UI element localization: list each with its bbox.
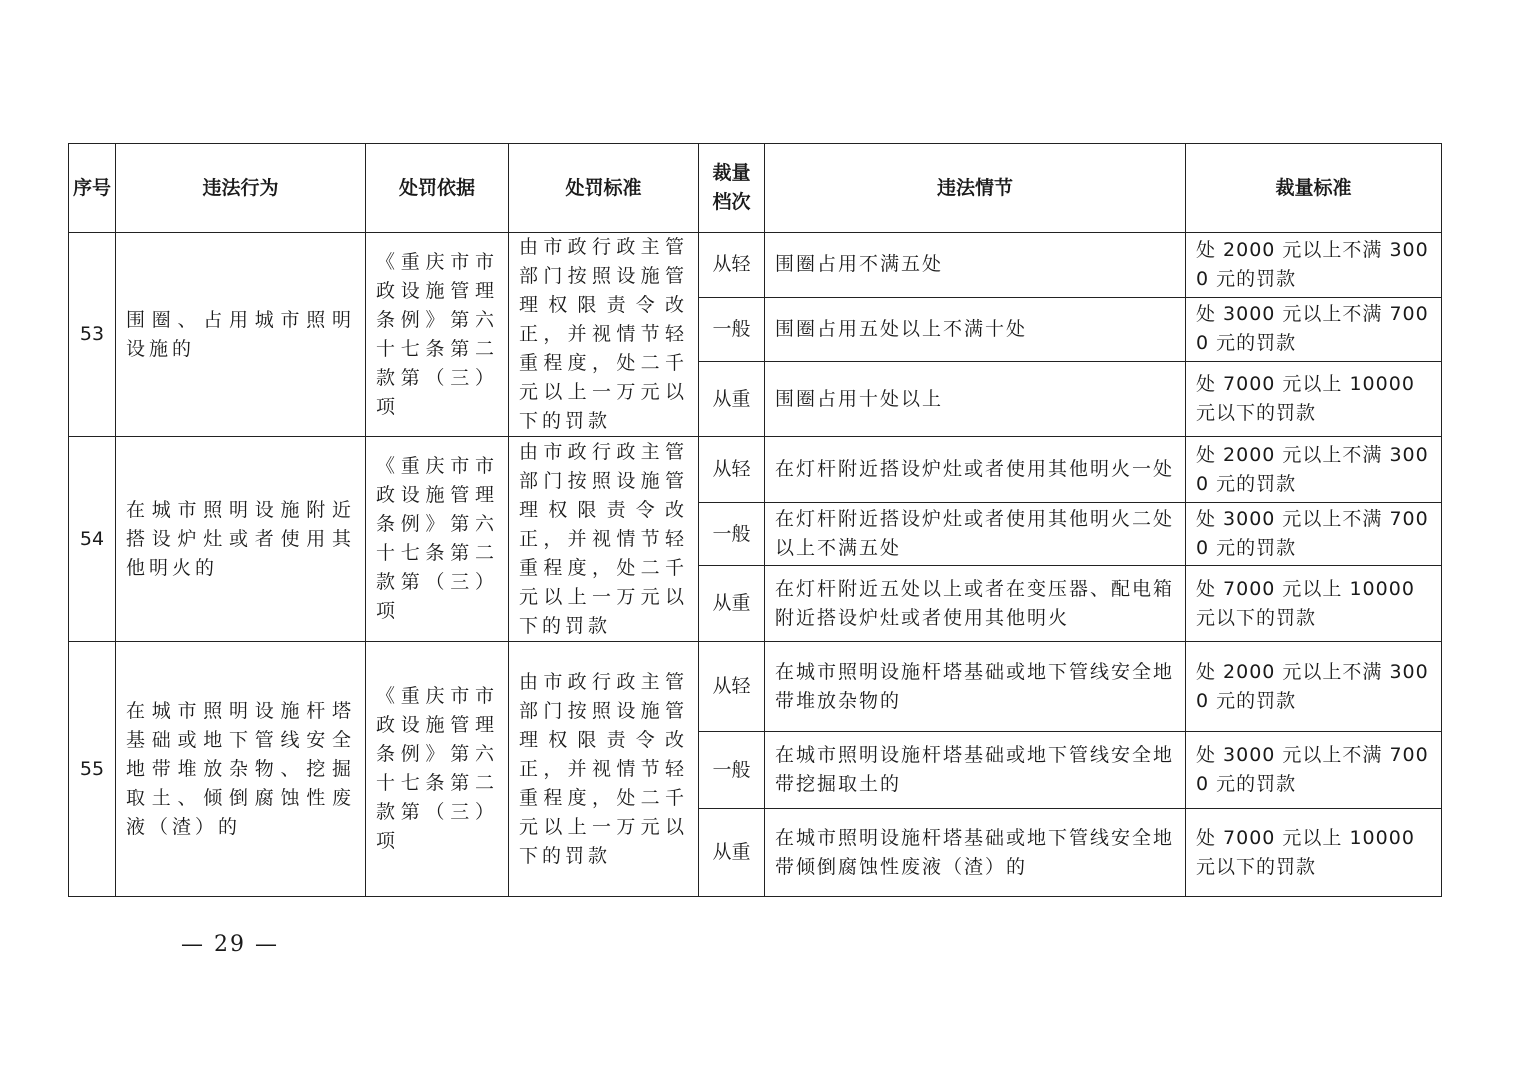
violation-behavior: 围圈、占用城市照明设施的: [116, 233, 366, 437]
row-number: 55: [69, 642, 116, 897]
discretion-standard: 处 2000 元以上不满 3000 元的罚款: [1186, 642, 1442, 732]
penalty-basis: 《重庆市市政设施管理条例》第六十七条第二款第（三）项: [366, 233, 509, 437]
violation-circumstance: 围圈占用五处以上不满十处: [765, 297, 1186, 362]
table-row: [69, 233, 1442, 298]
penalty-discretion-table: [68, 143, 1442, 897]
discretion-level: 一般: [699, 297, 765, 362]
discretion-standard: 处 3000 元以上不满 7000 元的罚款: [1186, 297, 1442, 362]
violation-circumstance: 在灯杆附近搭设炉灶或者使用其他明火二处以上不满五处: [765, 503, 1186, 566]
page-number: — 29 —: [181, 932, 279, 957]
violation-circumstance: 在灯杆附近搭设炉灶或者使用其他明火一处: [765, 437, 1186, 503]
violation-behavior: 在城市照明设施杆塔基础或地下管线安全地带堆放杂物、挖掘取土、倾倒腐蚀性废液（渣）的: [116, 642, 366, 897]
table-row: [69, 642, 1442, 732]
discretion-standard: 处 2000 元以上不满 3000 元的罚款: [1186, 233, 1442, 298]
discretion-standard: 处 2000 元以上不满 3000 元的罚款: [1186, 437, 1442, 503]
violation-circumstance: 在城市照明设施杆塔基础或地下管线安全地带倾倒腐蚀性废液（渣）的: [765, 809, 1186, 897]
discretion-level: 一般: [699, 503, 765, 566]
header-no: 序号: [69, 144, 116, 233]
discretion-level: 从重: [699, 566, 765, 642]
header-basis: 处罚依据: [366, 144, 509, 233]
discretion-level: 从重: [699, 362, 765, 437]
violation-circumstance: 在灯杆附近五处以上或者在变压器、配电箱附近搭设炉灶或者使用其他明火: [765, 566, 1186, 642]
table-row: [69, 437, 1442, 503]
penalty-basis: 《重庆市市政设施管理条例》第六十七条第二款第（三）项: [366, 437, 509, 642]
discretion-standard: 处 7000 元以上 10000 元以下的罚款: [1186, 362, 1442, 437]
header-standard: 处罚标准: [509, 144, 699, 233]
discretion-standard: 处 3000 元以上不满 7000 元的罚款: [1186, 503, 1442, 566]
discretion-level: 从轻: [699, 437, 765, 503]
discretion-level: 从轻: [699, 233, 765, 298]
violation-circumstance: 围圈占用十处以上: [765, 362, 1186, 437]
row-number: 53: [69, 233, 116, 437]
discretion-standard: 处 3000 元以上不满 7000 元的罚款: [1186, 732, 1442, 809]
penalty-standard: 由市政行政主管部门按照设施管理权限责令改正，并视情节轻重程度，处二千元以上一万元以下的罚款: [509, 437, 699, 642]
row-number: 54: [69, 437, 116, 642]
header-discretion: 裁量标准: [1186, 144, 1442, 233]
discretion-level: 从轻: [699, 642, 765, 732]
discretion-level: 一般: [699, 732, 765, 809]
penalty-basis: 《重庆市市政设施管理条例》第六十七条第二款第（三）项: [366, 642, 509, 897]
penalty-standard: 由市政行政主管部门按照设施管理权限责令改正，并视情节轻重程度，处二千元以上一万元以下的罚款: [509, 233, 699, 437]
violation-circumstance: 围圈占用不满五处: [765, 233, 1186, 298]
violation-circumstance: 在城市照明设施杆塔基础或地下管线安全地带堆放杂物的: [765, 642, 1186, 732]
header-level: 裁量档次: [699, 144, 765, 233]
discretion-standard: 处 7000 元以上 10000 元以下的罚款: [1186, 566, 1442, 642]
header-circumstance: 违法情节: [765, 144, 1186, 233]
header-behavior: 违法行为: [116, 144, 366, 233]
penalty-standard: 由市政行政主管部门按照设施管理权限责令改正，并视情节轻重程度，处二千元以上一万元以下的罚款: [509, 642, 699, 897]
discretion-level: 从重: [699, 809, 765, 897]
discretion-standard: 处 7000 元以上 10000 元以下的罚款: [1186, 809, 1442, 897]
violation-circumstance: 在城市照明设施杆塔基础或地下管线安全地带挖掘取土的: [765, 732, 1186, 809]
table-header-row: [69, 144, 1442, 233]
violation-behavior: 在城市照明设施附近搭设炉灶或者使用其他明火的: [116, 437, 366, 642]
